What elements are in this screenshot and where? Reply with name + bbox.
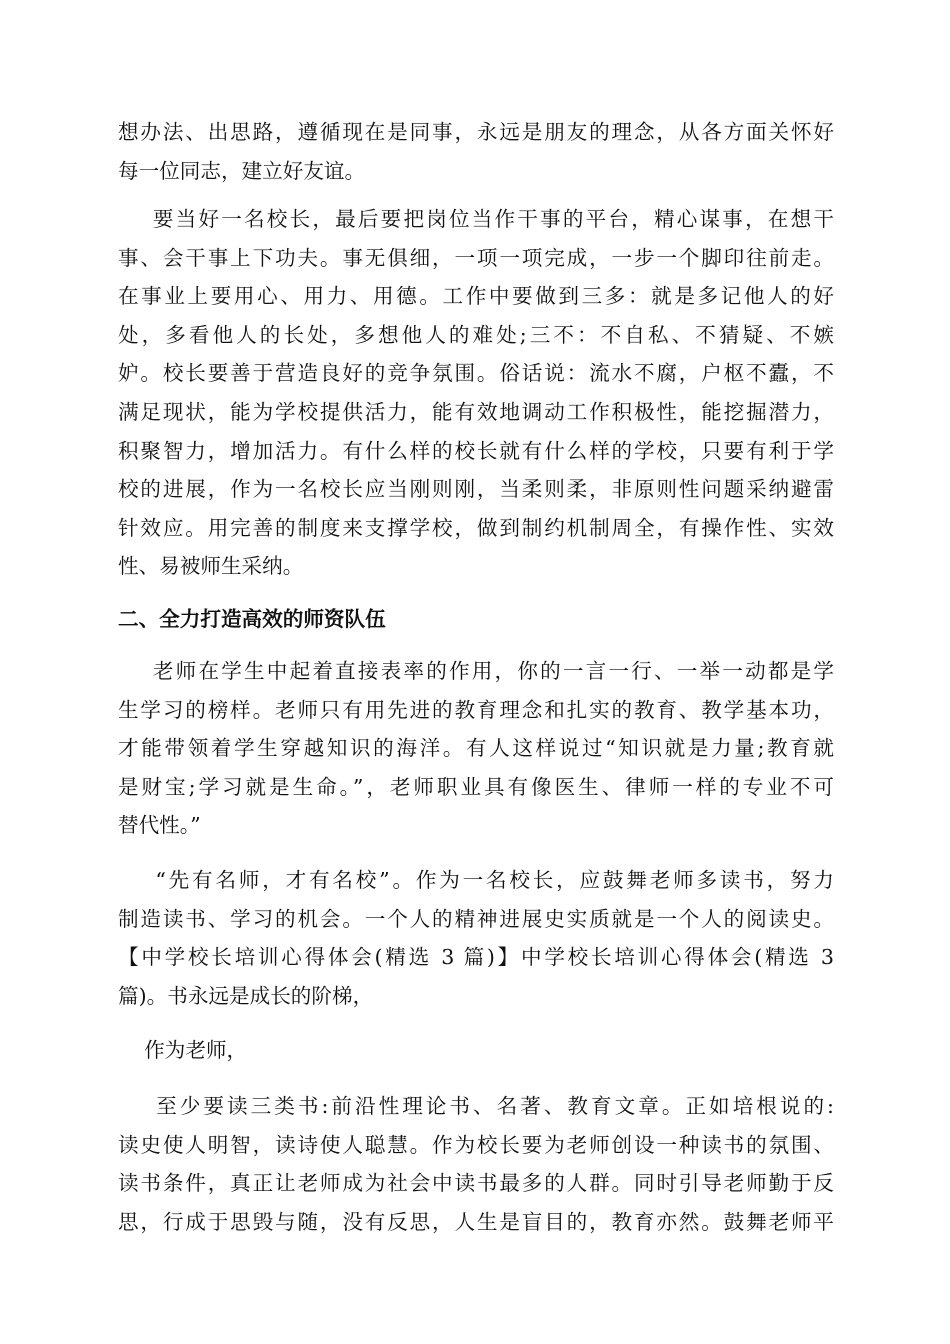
paragraph-line: 是财宝;学习就是生命。”，老师职业具有像医生、律师一样的专业不可 xyxy=(118,774,834,799)
paragraph-line: 要当好一名校长，最后要把岗位当作干事的平台，精心谋事，在想干 xyxy=(118,207,834,231)
paragraph-line: 篇)。书永远是成长的阶梯， xyxy=(118,983,374,1008)
paragraph-line: 在事业上要用心、用力、用德。工作中要做到三多：就是多记他人的好 xyxy=(118,284,834,309)
paragraph-2 xyxy=(118,200,834,586)
paragraph-line: 针效应。用完善的制度来支撑学校，做到制约机制周全，有操作性、实效 xyxy=(118,515,834,540)
section-heading: 二、全力打造高效的师资队伍 xyxy=(118,607,386,631)
paragraph-line: “先有名师，才有名校”。作为一名校长，应鼓舞老师多读书，努力 xyxy=(118,868,834,892)
paragraph-line: 才能带领着学生穿越知识的海洋。有人这样说过“知识就是力量;教育就 xyxy=(118,736,834,761)
paragraph-line: 读书条件，真正让老师成为社会中读书最多的人群。同时引导老师勤于反 xyxy=(118,1171,834,1196)
paragraph-3 xyxy=(118,652,834,845)
paragraph-line: 校的进展，作为一名校长应当刚则刚，当柔则柔，非原则性问题采纳避雷 xyxy=(118,477,834,502)
paragraph-line: 作为老师， xyxy=(118,1038,248,1062)
paragraph-line: 妒。校长要善于营造良好的竞争氛围。俗话说：流水不腐，户枢不蠹，不 xyxy=(118,361,834,386)
paragraph-line: 每一位同志，建立好友谊。 xyxy=(118,158,366,183)
paragraph-1 xyxy=(118,113,834,190)
paragraph-4 xyxy=(118,861,834,1015)
paragraph-5 xyxy=(118,1031,834,1070)
paragraph-line: 满足现状，能为学校提供活力，能有效地调动工作积极性，能挖掘潜力， xyxy=(118,399,834,424)
paragraph-line: 想办法、出思路，遵循现在是同事，永远是朋友的理念，从各方面关怀好 xyxy=(118,120,834,144)
paragraph-line: 老师在学生中起着直接表率的作用，你的一言一行、一举一动都是学 xyxy=(118,659,834,683)
paragraph-line: 性、易被师生采纳。 xyxy=(118,554,304,579)
paragraph-6 xyxy=(118,1087,834,1241)
paragraph-line: 思，行成于思毁与随，没有反思，人生是盲目的，教育亦然。鼓舞老师平 xyxy=(118,1209,834,1234)
paragraph-line: 至少要读三类书:前沿性理论书、名著、教育文章。正如培根说的: xyxy=(118,1094,834,1118)
paragraph-line: 事、会干事上下功夫。事无俱细，一项一项完成，一步一个脚印往前走。 xyxy=(118,245,834,270)
paragraph-line: 制造读书、学习的机会。一个人的精神进展史实质就是一个人的阅读史。 xyxy=(118,906,834,931)
paragraph-line: 积聚智力，增加活力。有什么样的校长就有什么样的学校，只要有利于学 xyxy=(118,438,834,463)
paragraph-line: 替代性。” xyxy=(118,813,201,838)
paragraph-line: 处，多看他人的长处，多想他人的难处;三不：不自私、不猜疑、不嫉 xyxy=(118,322,834,347)
paragraph-line: 读史使人明智，读诗使人聪慧。作为校长要为老师创设一种读书的氛围、 xyxy=(118,1132,834,1157)
paragraph-line: 生学习的榜样。老师只有用先进的教育理念和扎实的教育、教学基本功， xyxy=(118,697,834,722)
paragraph-line: 【中学校长培训心得体会(精选 3 篇)】中学校长培训心得体会(精选 3 xyxy=(118,945,834,970)
